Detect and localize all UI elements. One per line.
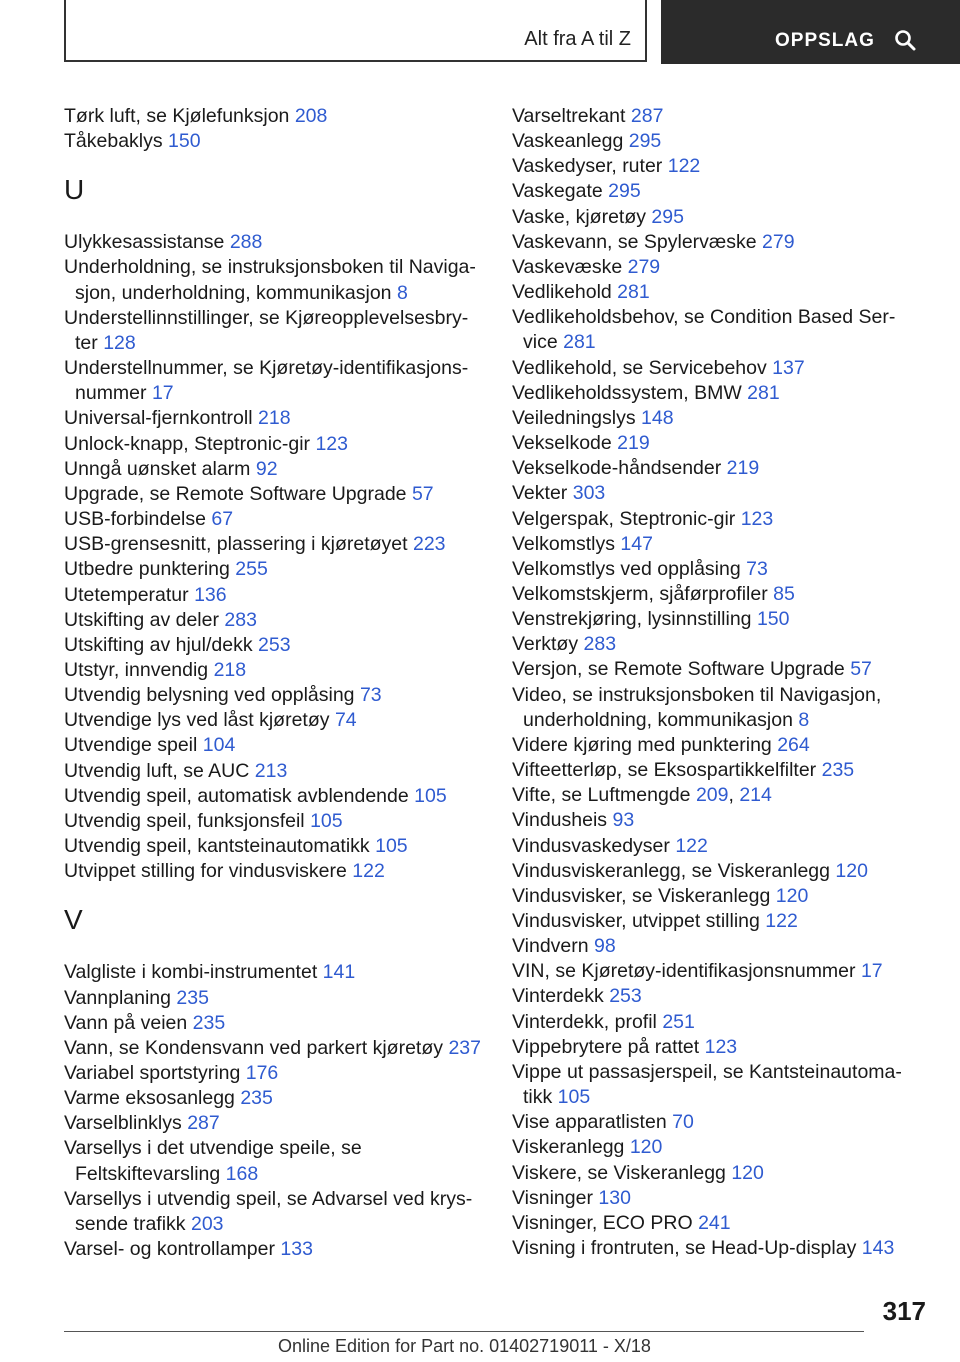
page-reference-link[interactable]: 147 — [620, 532, 653, 555]
index-entry-text: Utvendig speil, kantsteinautomatikk — [64, 835, 370, 858]
index-entry-text: Universal-fjernkontroll — [64, 407, 253, 430]
index-entry — [64, 708, 484, 733]
index-entry — [64, 255, 484, 305]
index-entry-text: Velgerspak, Steptronic-gir — [512, 507, 736, 530]
page-reference-link[interactable]: 213 — [254, 759, 288, 782]
index-entry — [512, 230, 912, 255]
index-entry — [64, 1036, 484, 1061]
index-entry — [512, 1236, 912, 1261]
index-entry-text: Understellinnstillinger, se Kjøreopplevelsesbryter — [64, 306, 469, 354]
index-entry — [64, 683, 484, 708]
page-reference-link[interactable]: 176 — [245, 1062, 279, 1084]
page-reference-link[interactable]: 123 — [740, 507, 774, 530]
index-entry — [64, 1061, 484, 1086]
index-entry-text: VIN, se Kjøretøy-identifikasjonsnummer — [512, 960, 856, 983]
index-entry-text: Vindvern — [512, 935, 589, 958]
page-reference-link[interactable]: 235 — [821, 759, 855, 782]
index-entry — [64, 432, 484, 457]
index-entry-text: Velkomstlys — [512, 532, 615, 555]
index-entry-text: Vedlikehold, se Servicebehov — [512, 356, 767, 379]
index-entry-text: Utvendig speil, automatisk avblendende — [64, 784, 409, 807]
index-entry-text: Utvendige lys ved låst kjøretøy — [64, 709, 330, 732]
index-entry — [512, 104, 912, 129]
index-entry-text: Varselblinklys — [64, 1112, 182, 1135]
index-entry-text: Tørk luft, se Kjølefunksjon — [64, 105, 290, 127]
page-reference-link[interactable]: 219 — [617, 432, 650, 455]
page-reference-link[interactable]: 208 — [294, 105, 328, 127]
index-entry — [512, 205, 912, 230]
index-entry — [64, 1136, 484, 1186]
page-reference-link[interactable]: 105 — [557, 1086, 591, 1109]
index-entry-text: Understellnummer, se Kjøretøy-identifikasjonsnummer — [64, 357, 469, 405]
page-reference-link[interactable]: 253 — [258, 633, 291, 656]
index-entry — [64, 1086, 484, 1111]
index-entry — [512, 179, 912, 204]
page-reference-link[interactable]: 283 — [224, 608, 257, 631]
page-reference-link[interactable]: 281 — [563, 331, 596, 354]
page-reference-link[interactable]: 122 — [667, 155, 701, 178]
index-entry — [512, 859, 912, 884]
page-reference-link[interactable]: 8 — [396, 281, 408, 304]
index-entry — [512, 582, 912, 607]
footer-text: Online Edition for Part no. 01402719011 - X/18 — [278, 1336, 651, 1356]
index-entry-text: Vaskegate — [512, 180, 603, 203]
page-reference-link[interactable]: 57 — [411, 482, 434, 505]
page-reference-link[interactable]: 288 — [229, 231, 263, 254]
index-entry — [64, 356, 484, 406]
index-entry — [64, 507, 484, 532]
page-reference-link[interactable]: 295 — [628, 130, 662, 153]
index-entry-text: Varsellys i utvendig speil, se Advarsel ved kryssende trafikk — [64, 1187, 473, 1235]
index-entry-text: Vaskeanlegg — [512, 130, 624, 153]
index-entry-text: Unlock-knapp, Steptronic-gir — [64, 432, 311, 455]
index-entry — [64, 759, 484, 784]
index-entry-text: Utstyr, innvendig — [64, 658, 209, 681]
page-reference-link[interactable]: 237 — [448, 1036, 481, 1059]
page-reference-link[interactable]: 141 — [322, 961, 356, 984]
page-reference-link[interactable]: 287 — [187, 1112, 220, 1135]
index-entry — [512, 1161, 912, 1186]
index-entry — [64, 406, 484, 431]
index-entry-text: Vippebrytere på rattet — [512, 1035, 700, 1058]
index-entry-text: Vaskedyser, ruter — [512, 155, 663, 178]
index-entry-text: Visning i frontruten, se Head-Up-display — [512, 1237, 857, 1260]
page-reference-link[interactable]: 203 — [190, 1212, 224, 1235]
index-entry-text: USB-forbindelse — [64, 508, 206, 531]
page-reference-link[interactable]: 209 — [695, 784, 729, 807]
page-reference-link[interactable]: 241 — [698, 1211, 731, 1234]
oppslag-tab[interactable] — [661, 0, 960, 64]
index-entry-text: Vedlikeholdsbehov, se Condition Based Service — [512, 306, 896, 354]
index-entry-text: Vindusvisker, utvippet stilling — [512, 910, 760, 932]
section-title-box — [64, 0, 647, 62]
index-entry — [512, 255, 912, 280]
page-reference-link[interactable]: 133 — [280, 1238, 313, 1261]
page-reference-link[interactable]: 295 — [651, 205, 684, 228]
index-entry-text: Videre kjøring med punktering — [512, 733, 772, 756]
page-reference-link[interactable]: 218 — [213, 658, 247, 681]
index-entry-text: Unngå uønsket alarm — [64, 457, 251, 480]
page-reference-link[interactable]: 105 — [310, 809, 343, 832]
page-reference-link[interactable]: 279 — [627, 255, 661, 278]
page-reference-link[interactable]: 168 — [225, 1162, 259, 1185]
index-entry-text: Vaskevæske — [512, 255, 623, 278]
index-entry — [512, 909, 912, 934]
page-reference-link[interactable]: 235 — [192, 1011, 226, 1034]
index-entry — [64, 557, 484, 582]
page-reference-link[interactable]: 251 — [662, 1010, 695, 1033]
page-reference-link[interactable]: 130 — [598, 1186, 631, 1209]
page-reference-link[interactable]: 219 — [726, 457, 760, 480]
index-entry — [64, 532, 484, 557]
index-entry-text: Velkomstskjerm, sjåførprofiler — [512, 582, 768, 605]
index-entry — [512, 406, 912, 431]
index-entry-text: Vann på veien — [64, 1011, 188, 1034]
index-entry — [512, 1186, 912, 1211]
index-entry-text: Vindusvisker, se Viskeranlegg — [512, 884, 771, 907]
page-number: 317 — [882, 1296, 926, 1326]
index-entry-text: Utvippet stilling for vindusviskere — [64, 860, 347, 883]
index-entry — [64, 834, 484, 859]
index-entry-text: Versjon, se Remote Software Upgrade — [512, 658, 845, 681]
page-reference-link[interactable]: 295 — [608, 180, 641, 203]
index-entry — [64, 784, 484, 809]
index-entry — [512, 381, 912, 406]
index-entry — [64, 482, 484, 507]
index-entry-text: Video, se instruksjonsboken til Navigasjon, underholdning, kommunikasjon — [512, 683, 882, 731]
index-entry — [64, 230, 484, 255]
page-reference-link[interactable]: 281 — [617, 281, 650, 304]
index-letter-heading: V — [64, 904, 83, 936]
index-entry-text: Underholdning, se instruksjonsboken til Navigasjon, underholdning, kommunikasjon — [64, 256, 476, 304]
index-entry-text: Vedlikehold — [512, 281, 612, 304]
index-entry: Vifte, se Luftmengde 209, 214 — [512, 784, 772, 807]
page-reference-link[interactable]: 120 — [835, 859, 868, 882]
page-reference-link[interactable]: 74 — [334, 709, 357, 732]
index-entry-text: Utvendig luft, se AUC — [64, 759, 250, 782]
search-icon — [893, 28, 917, 52]
index-entry-text: Utvendige speil — [64, 734, 198, 757]
page-reference-link[interactable]: 235 — [240, 1087, 273, 1110]
page-reference-link[interactable]: 122 — [352, 860, 385, 883]
index-entry-text: Vann, se Kondensvann ved parkert kjøretøy — [64, 1036, 444, 1059]
index-entry-text: USB-grensesnitt, plassering i kjøretøyet — [64, 533, 408, 556]
page-reference-link[interactable]: 137 — [772, 356, 805, 379]
page-reference-link[interactable]: 120 — [775, 884, 809, 907]
index-entry-text: Variabel sportstyring — [64, 1062, 241, 1084]
page-reference-link[interactable]: 283 — [583, 633, 617, 656]
index-entry — [512, 481, 912, 506]
index-entry — [512, 1135, 912, 1160]
index-entry-text: Visninger, ECO PRO — [512, 1211, 693, 1234]
index-entry — [512, 1110, 912, 1135]
index-entry-text: Ulykkesassistanse — [64, 231, 225, 254]
index-entry-text: Upgrade, se Remote Software Upgrade — [64, 482, 407, 505]
index-entry-text: Utskifting av hjul/dekk — [64, 633, 253, 656]
page-reference-link[interactable]: 148 — [641, 406, 674, 429]
index-entry — [64, 633, 484, 658]
page-reference-link[interactable]: 104 — [202, 734, 236, 757]
page-reference-link[interactable]: 150 — [168, 130, 201, 153]
index-entry — [512, 456, 912, 481]
page-reference-link[interactable]: 57 — [850, 658, 872, 681]
index-entry-text: Venstrekjøring, lysinnstilling — [512, 608, 752, 631]
index-entry-text: Utvendig belysning ved opplåsing — [64, 684, 355, 707]
index-entry — [64, 859, 484, 884]
index-entry-text: Valgliste i kombi-instrumentet — [64, 961, 318, 984]
index-entry — [64, 129, 484, 154]
page-reference-link[interactable]: 70 — [672, 1111, 694, 1134]
index-entry-text: Veiledningslys — [512, 406, 636, 429]
page-reference-link[interactable]: 85 — [773, 582, 795, 605]
index-entry — [64, 733, 484, 758]
index-entry-text: Utvendig speil, funksjonsfeil — [64, 809, 305, 832]
page-reference-link[interactable]: 123 — [704, 1035, 738, 1058]
index-entry-text: Utetemperatur — [64, 583, 189, 606]
index-entry — [512, 507, 912, 532]
index-entry — [512, 683, 912, 733]
index-entry — [512, 758, 912, 783]
index-entry — [64, 1237, 484, 1262]
page-reference-link[interactable]: 93 — [612, 809, 635, 832]
index-entry-text: Verktøy — [512, 633, 579, 656]
index-entry — [512, 557, 912, 582]
page-reference-link[interactable]: 122 — [675, 834, 708, 857]
index-entry-text: Vippe ut passasjerspeil, se Kantsteinautomatikk — [512, 1060, 902, 1109]
page-reference-link[interactable]: 120 — [731, 1161, 764, 1184]
index-entry — [64, 457, 484, 482]
index-entry — [64, 658, 484, 683]
index-entry — [64, 809, 484, 834]
page-reference-link[interactable]: 73 — [746, 557, 768, 580]
page-header — [64, 0, 960, 64]
page-reference-link[interactable]: 303 — [572, 482, 606, 505]
index-entry — [512, 532, 912, 557]
index-entry-text: Vinterdekk — [512, 985, 604, 1008]
index-entry — [64, 306, 484, 356]
page-reference-link[interactable]: 92 — [255, 457, 278, 480]
page-reference-link[interactable]: 279 — [762, 230, 795, 253]
page-reference-link[interactable]: 281 — [747, 381, 780, 404]
index-entry — [64, 104, 484, 129]
index-entry — [512, 808, 912, 833]
index-entry-text: Vekselkode — [512, 432, 612, 455]
page-reference-link[interactable]: 120 — [629, 1136, 663, 1159]
page-reference-link[interactable]: 150 — [756, 608, 790, 631]
index-column-left — [64, 104, 484, 1262]
index-entry — [512, 1035, 912, 1060]
index-entry — [512, 356, 912, 381]
index-entry — [64, 1011, 484, 1036]
page-reference-link[interactable]: 17 — [151, 382, 174, 405]
index-entry — [512, 884, 912, 909]
index-entry-text: Vaske, kjøretøy — [512, 205, 646, 228]
index-entry — [512, 431, 912, 456]
page-reference-link[interactable]: 264 — [777, 733, 810, 756]
page-reference-link[interactable]: 17 — [860, 960, 883, 983]
index-entry-text: Utbedre punktering — [64, 558, 230, 581]
page-reference-link[interactable]: 214 — [739, 784, 772, 807]
page-reference-link[interactable]: 143 — [861, 1237, 895, 1260]
index-entry — [512, 733, 912, 758]
index-entry — [512, 1010, 912, 1035]
index-entry-text: Vindusviskeranlegg, se Viskeranlegg — [512, 859, 830, 882]
section-title: Alt fra A til Z — [524, 28, 631, 50]
index-entry — [512, 934, 912, 959]
index-entry-text: Vinterdekk, profil — [512, 1010, 657, 1033]
page-reference-link[interactable]: 218 — [258, 407, 291, 430]
index-entry — [512, 632, 912, 657]
index-entry — [512, 1211, 912, 1236]
index-entry — [512, 129, 912, 154]
index-entry — [512, 1060, 912, 1110]
index-entry — [64, 1187, 484, 1237]
index-entry-text: Vindusheis — [512, 809, 608, 832]
index-letter-heading: U — [64, 174, 85, 206]
page-reference-link[interactable]: 136 — [194, 583, 227, 606]
index-entry-text: Velkomstlys ved opplåsing — [512, 557, 741, 580]
page-reference-link[interactable]: 255 — [235, 558, 268, 581]
index-entry — [64, 986, 484, 1011]
index-entry-text: Varsel- og kontrollamper — [64, 1238, 275, 1261]
index-entry — [64, 960, 484, 985]
index-entry-text: Varme eksosanlegg — [64, 1087, 235, 1110]
page-reference-link[interactable]: 123 — [315, 432, 348, 455]
index-entry — [512, 959, 912, 984]
index-entry — [512, 607, 912, 632]
oppslag-label: OPPSLAG — [775, 30, 875, 51]
index-entry — [64, 583, 484, 608]
index-entry-text: Vifteetterløp, se Eksospartikkelfilter — [512, 759, 817, 782]
index-entry-text: Vekselkode-håndsender — [512, 457, 722, 480]
page-reference-link[interactable]: 105 — [375, 835, 408, 858]
page-reference-link[interactable]: 98 — [594, 935, 616, 958]
index-entry-text: Vindusvaskedyser — [512, 834, 670, 857]
index-entry — [512, 305, 912, 355]
page-reference-link[interactable]: 8 — [798, 708, 810, 731]
page-reference-link[interactable]: 223 — [412, 533, 446, 556]
index-entry-text: Utskifting av deler — [64, 608, 219, 631]
index-entry — [512, 834, 912, 859]
index-entry-text: Visninger — [512, 1186, 593, 1209]
page-reference-link[interactable]: 105 — [414, 784, 447, 807]
page-reference-link[interactable]: 122 — [765, 910, 798, 932]
footer-divider — [64, 1331, 864, 1332]
index-entry-text: Vise apparatlisten — [512, 1111, 667, 1134]
index-entry-text: Tåkebaklys — [64, 130, 163, 153]
index-entry — [64, 1111, 484, 1136]
index-entry-text: Viskeranlegg — [512, 1136, 625, 1159]
index-entry — [512, 984, 912, 1009]
page-reference-link[interactable]: 287 — [630, 105, 664, 127]
index-entry-text: Vedlikeholdssystem, BMW — [512, 381, 742, 404]
index-entry-text: Vannplaning — [64, 986, 171, 1009]
index-entry — [512, 280, 912, 305]
index-entry-text: Vekter — [512, 482, 568, 505]
page-reference-link[interactable]: 67 — [211, 508, 234, 531]
index-entry — [512, 154, 912, 179]
index-entry-text: Varseltrekant — [512, 105, 626, 127]
page-reference-link[interactable]: 73 — [359, 684, 382, 707]
index-entry-text: Vaskevann, se Spylervæske — [512, 230, 757, 253]
page-reference-link[interactable]: 253 — [609, 985, 642, 1008]
index-entry — [64, 608, 484, 633]
index-column-right — [512, 104, 912, 1261]
index-entry-text: Viskere, se Viskeranlegg — [512, 1161, 726, 1184]
page-reference-link[interactable]: 235 — [176, 986, 209, 1009]
index-entry-text: Varsellys i det utvendige speile, se Feltskiftevarsling — [64, 1137, 362, 1185]
index-entry-text: Vifte, se Luftmengde — [512, 784, 691, 807]
index-entry — [512, 657, 912, 682]
page-reference-link[interactable]: 128 — [103, 331, 136, 354]
